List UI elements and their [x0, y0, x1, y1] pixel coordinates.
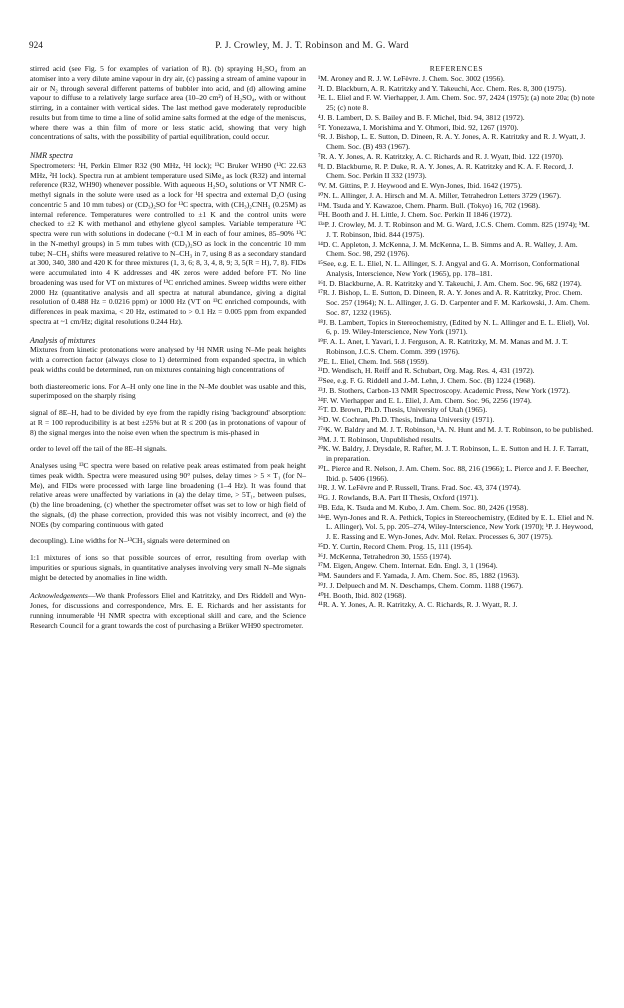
- reference-item: ²I. D. Blackburn, A. R. Katritzky and Y. Takeuchi, Acc. Chem. Res. 8, 300 (1975).: [318, 83, 567, 93]
- reference-item: ³E. L. Eliel and F. W. Vierhapper, J. Am. Chem. Soc. 97, 2424 (1975); (a) note 20a; (b) note 25; (c) note 8.: [318, 93, 595, 112]
- reference-item: ³³B. Eda, K. Tsuda and M. Kubo, J. Am. Chem. Soc. 80, 2426 (1958).: [318, 502, 529, 512]
- reference-item: ²⁷ᵃK. W. Baldry and M. J. T. Robinson, ᵇA. N. Hunt and M. J. T. Robinson, to be published.: [318, 424, 594, 434]
- body-paragraph: Spectrometers: ¹H, Perkin Elmer R32 (90 MHz, ¹H lock); ¹³C Bruker WH90 (¹³C 22.63 MHz, ²H lock). Spectra run at ambient temperature used SiMe₄ as lock (R32) and internal reference (R32, WH90) whenever possible. With aqueous H₂SO₄ solutions or VT NMR C-methyl signals in the solute were used as a lock for ¹H spectra and external D₂O (using concentric 5 and 10 mm tubes) or (CD₃)₂SO for ¹³C spectra, with (CH₃)₂CNH₂ (0.25M) as internal reference. Temperatures were controlled to ±1 K and the control units were checked to ±2 K with methanol and ethylene glycol samples. Variable temperature ¹³C spectra were run with solutions in dodecane (~0.1 M in each of four amines, 85–90% ¹³C in the N-methyl groups) in 5 mm tubes with (CD₃)₂SO as lock in the concentric 10 mm tube; N–CH₃ shifts were measured relative to N–CH₃ in 7, using 8 as a secondary standard at 300, 340, 380 and 420 K for three mixtures (1, 3, 6; 8, 3, 4, 8, 9; 3, 5(R = H), 7, 8). FIDs were accumulated into 4 K addresses and 4K zeros were added before FT. No line broadening was used for VT on mixtures of ¹³C enriched amines. Sweep widths were either 2000 Hz (quantitative analysis and all spectra at natural abundance, giving a digital resolution of 0.488 Hz = 0.0216 ppm) or 1000 Hz (VT on ¹³C enriched compounds, with differences in peak maxima, < 20 Hz, estimated to > 0.1 Hz = 0.005 ppm from expanded spectra at ~1 cm/Hz; digital resolutions 0.244 Hz).: [30, 160, 306, 326]
- section-heading-nmr-spectra: NMR spectra: [30, 151, 73, 160]
- body-paragraph: signal of 8E–H, had to be divided by eye from the rapidly rising 'background' absorption: at R = 100 reproducibility is at best ±25% but at R ≤ 200 (as in protonations of vapour of 8) the signal merges into the noise even when the spectrum is mis-phased in: [30, 408, 306, 437]
- reference-item: ²¹D. Wendisch, H. Reiff and R. Schubart, Org. Mag. Res. 4, 431 (1972).: [318, 366, 535, 376]
- body-paragraph: stirred acid (see Fig. 5 for examples of variation of R). (b) spraying H₂SO₄ from an atomiser into a very dilute amine vapour in dry air, (c) passing a stream of amine vapour in air or N₂ through several different patterns of bubbler into acid, and (d) allowing amine vapour to diffuse to a relatively large surface area (10–20 cm²) of H₂SO₄, with or without stirring, in a container with vertical sides. The last method gave moderately reproducible results but from time to time a line of solid amine salts formed at the edge of the meniscus, where there was a thin film of more or less static acid, showing that very high concentrations of salts, with the possibility of partial equilibration, could occur.: [30, 64, 306, 142]
- reference-item: ²²See, e.g. F. G. Riddell and J.-M. Lehn, J. Chem. Soc. (B) 1224 (1968).: [318, 376, 536, 385]
- left-column: [30, 64, 306, 630]
- running-header: [29, 40, 595, 54]
- reference-item: ²⁸M. J. T. Robinson, Unpublished results.: [318, 434, 443, 444]
- body-paragraph: Mixtures from kinetic protonations were analysed by ¹H NMR using N–Me peak heights with a correction factor (always close to 1) determined from expanded spectra, in which peak widths could be determined, run on mixtures containing high concentrations of: [30, 345, 306, 374]
- reference-item: ³⁰L. Pierce and R. Nelson, J. Am. Chem. Soc. 88, 216 (1966); L. Pierce and J. F. Beecher, Ibid. p. 5406 (1966).: [318, 463, 589, 483]
- reference-item: ³¹R. J. W. LeFèvre and P. Russell, Trans. Frad. Soc. 43, 374 (1974).: [318, 483, 521, 493]
- acknowledgements-label: Acknowledgements: [30, 591, 88, 601]
- reference-item: ³⁷M. Eigen, Angew. Chem. Internat. Edn. Engl. 3, 1 (1964).: [318, 561, 498, 571]
- reference-item: ⁴⁰H. Booth, Ibid. 802 (1968).: [318, 590, 407, 600]
- reference-item: ²³J. B. Stothers, Carbon-13 NMR Spectroscopy. Academic Press, New York (1972).: [318, 385, 571, 395]
- references-column: [318, 64, 595, 610]
- reference-item: ³⁶J. McKenna, Tetrahedron 30, 1555 (1974).: [318, 551, 452, 561]
- reference-item: ²⁰E. L. Eliel, Chem. Ind. 568 (1959).: [318, 356, 429, 366]
- body-paragraph: both diastereomeric ions. For A–H only one line in the N–Me doublet was usable and this, superimposed on the sharply rising: [30, 381, 306, 401]
- reference-item: ²⁶D. W. Cochran, Ph.D. Thesis, Indiana University (1971).: [318, 415, 495, 424]
- reference-item: ³⁴ᵃE. Wyn-Jones and R. A. Pethick, Topics in Stereochemistry, (Edited by E. L. Eliel and N. L. Allinger), Vol. 5, pp. 205–274, Wiley-Interscience, New York (1970); ᵇP. J. Heywood, J. E. Rassing and E. Wyn-Jones, Adv. Mol. Relax. Processes 6, 307 (1975).: [318, 512, 594, 541]
- body-paragraph: 1:1 mixtures of ions so that possible sources of error, resulting from overlap with impurities or spurious signals, in quantitative analyses involving very small N–Me signals might be detected by anomalies in line width.: [30, 553, 306, 582]
- reference-item: ³⁹J. J. Delpuech and M. N. Deschamps, Chem. Comm. 1188 (1967).: [318, 580, 524, 590]
- reference-item: ¹⁷R. J. Bishop, L. E. Sutton, D. Dineen, R. A. Y. Jones and A. R. Katritzky, Proc. Chem. Soc. 257 (1964); N. L. Allinger, J. G. D. Carpenter and F. M. Karkowski, J. Am. Chem. Soc. 87, 1232 (1965).: [318, 288, 590, 317]
- references-heading: REFERENCES: [429, 64, 484, 73]
- reference-item: ¹⁶I. D. Blackburne, A. R. Katritzky and Y. Takeuchi, J. Am. Chem. Soc. 96, 682 (1974).: [318, 278, 582, 288]
- reference-item: ¹⁹F. A. L. Anet, I. Yavari, I. J. Ferguson, A. R. Katritzky, M. M. Manas and M. J. T. Robinson, J.C.S. Chem. Comm. 399 (1976).: [318, 337, 568, 356]
- reference-item: ⁹V. M. Gittins, P. J. Heywood and E. Wyn-Jones, Ibid. 1642 (1975).: [318, 181, 522, 190]
- reference-item: ¹⁸J. B. Lambert, Topics in Stereochemistry, (Edited by N. L. Allinger and E. L. Eliel), Vol. 6, p. 19. Wiley-Interscience, New York (1971).: [318, 317, 590, 337]
- reference-item: ¹³ᵃP. J. Crowley, M. J. T. Robinson and M. G. Ward, J.C.S. Chem. Comm. 825 (1974); ᵇM. J. T. Robinson, Ibid. 844 (1975).: [318, 220, 590, 239]
- acknowledgements-text: —We thank Professors Eliel and Katritzky, and Drs Riddell and Wyn-Jones, for discussions and correspondence, Mrs. E. E. Richards and her assistants for running innumerable ¹H NMR spectra with exceptional skill and care, and the Science Research Council for a grant towards the cost of purchasing a Brüker WH90 spectrometer.: [30, 591, 306, 630]
- reference-item: ¹⁵See, e.g. E. L. Eliel, N. L. Allinger, S. J. Angyal and G. A. Morrison, Conformational Analysis, Interscience, New York (1965), pp. 178–181.: [318, 259, 580, 278]
- running-header-authors: P. J. Crowley, M. J. T. Robinson and M. G. Ward: [215, 40, 409, 50]
- acknowledgements: [30, 591, 306, 630]
- reference-item: ²⁹K. W. Baldry, J. Drysdale, R. Rafter, M. J. T. Robinson, L. E. Sutton and H. J. F. Tarratt, in preparation.: [318, 444, 589, 463]
- reference-item: ²⁵T. D. Brown, Ph.D. Thesis, University of Utah (1965).: [318, 405, 488, 415]
- reference-item: ⁵T. Yonezawa, I. Morishima and Y. Ohmori, Ibid. 92, 1267 (1970).: [318, 122, 519, 132]
- reference-item: ¹M. Aroney and R. J. W. LeFèvre. J. Chem. Soc. 3002 (1956).: [318, 73, 505, 83]
- reference-list: [318, 74, 595, 610]
- body-paragraph: order to level off the tail of the 8E–H signals.: [30, 444, 167, 454]
- reference-item: ⁷R. A. Y. Jones, A. R. Katritzky, A. C. Richards and R. J. Wyatt, Ibid. 122 (1970).: [318, 151, 564, 161]
- reference-item: ¹²H. Booth and J. H. Little, J. Chem. Soc. Perkin II 1846 (1972).: [318, 210, 513, 220]
- reference-item: ²⁴F. W. Vierhapper and E. L. Eliel, J. Am. Chem. Soc. 96, 2256 (1974).: [318, 395, 532, 405]
- reference-item: ³⁵D. Y. Curtin, Record Chem. Prog. 15, 111 (1954).: [318, 541, 473, 551]
- reference-item: ¹¹M. Tsuda and Y. Kawazoe, Chem. Pharm. Bull. (Tokyo) 16, 702 (1968).: [318, 200, 540, 210]
- body-paragraph: decoupling). Line widths for N–¹³CH₃ signals were determined on: [30, 536, 230, 546]
- reference-item: ¹⁰N. L. Allinger, J. A. Hirsch and M. A. Miller, Tetrahedron Letters 3729 (1967).: [318, 190, 561, 200]
- reference-item: ¹⁴D. C. Appleton, J. McKenna, J. M. McKenna, L. B. Simms and A. R. Walley, J. Am. Chem. Soc. 98, 292 (1976).: [318, 239, 578, 259]
- reference-item: ⁴J. B. Lambert, D. S. Bailey and B. F. Michel, Ibid. 94, 3812 (1972).: [318, 112, 525, 122]
- reference-item: ⁴¹R. A. Y. Jones, A. R. Katritzky, A. C. Richards, R. J. Wyatt, R. J.: [318, 600, 518, 610]
- page-number: 924: [29, 40, 43, 50]
- reference-item: ³²G. J. Rowlands, B.A. Part II Thesis, Oxford (1971).: [318, 493, 479, 502]
- reference-item: ⁸I. D. Blackburne, R. P. Duke, R. A. Y. Jones, A. R. Katritzky and K. A. F. Record, J. Chem. Soc. Perkin II 332 (1973).: [318, 161, 574, 181]
- body-paragraph: Analyses using ¹³C spectra were based on relative peak areas estimated from peak height times peak width. Spectra were measured using 90° pulses, delay times > 5 × T₁ (for N–Me), and FIDs were processed with large line broadening (1–4 Hz). It was found that relative areas were unaffected by variations in (a) the delay time, > 5T₁, between pulses, (b) the line broadening, (c) whether the spectrometer offset was set to low or high field of the signals, (d) the phase correction, provided this was not visibly incorrect, and (e) the NOEs (by comparing continuous with gated: [30, 461, 306, 529]
- section-heading-analysis-of-mixtures: Analysis of mixtures: [30, 335, 96, 345]
- reference-item: ³⁸M. Saunders and F. Yamada, J. Am. Chem. Soc. 85, 1882 (1963).: [318, 571, 520, 580]
- reference-item: ⁶R. J. Bishop, L. E. Sutton, D. Dineen, R. A. Y. Jones, A. R. Katritzky and R. J. Wyatt, J. Chem. Soc. (B) 493 (1967).: [318, 132, 586, 151]
